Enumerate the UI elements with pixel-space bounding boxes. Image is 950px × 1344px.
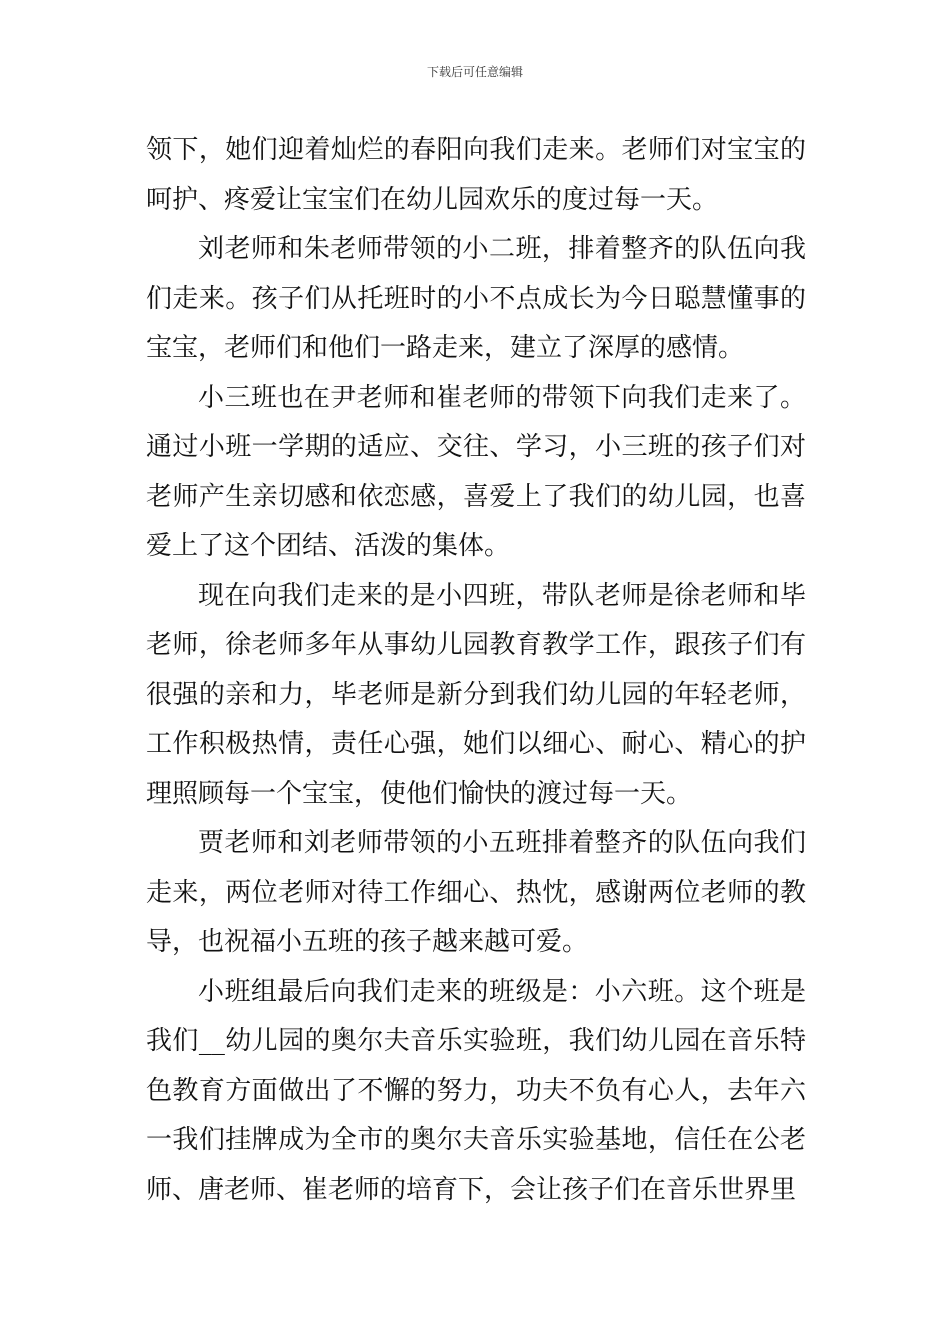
page-header: 下载后可任意编辑 [426, 65, 523, 79]
paragraph-class-2: 刘老师和朱老师带领的小二班，排着整齐的队伍向我们走来。孩子们从托班时的小不点成长为今日聪慧懂事的宝宝，老师们和他们一路走来，建立了深厚的感情。 [146, 234, 806, 363]
document-body [146, 126, 806, 1215]
paragraph-class-6: 小班组最后向我们走来的班级是：小六班。这个班是我们__幼儿园的奥尔夫音乐实验班，我们幼儿园在音乐特色教育方面做出了不懈的努力，功夫不负有心人，去年六一我们挂牌成为全市的奥尔夫音乐实验基地，信任在公老师、唐老师、崔老师的培育下，会让孩子们在音乐世界里 [146, 976, 806, 1205]
paragraph-class-5: 贾老师和刘老师带领的小五班排着整齐的队伍向我们走来，两位老师对待工作细心、热忱，感谢两位老师的教导，也祝福小五班的孩子越来越可爱。 [146, 828, 806, 957]
paragraph-continued: 领下，她们迎着灿烂的春阳向我们走来。老师们对宝宝的呵护、疼爱让宝宝们在幼儿园欢乐的度过每一天。 [146, 135, 806, 215]
paragraph-class-4: 现在向我们走来的是小四班，带队老师是徐老师和毕老师，徐老师多年从事幼儿园教育教学工作，跟孩子们有很强的亲和力，毕老师是新分到我们幼儿园的年轻老师，工作积极热情，责任心强，她们以细心、耐心、精心的护理照顾每一个宝宝，使他们愉快的渡过每一天。 [146, 580, 806, 809]
paragraph-class-3: 小三班也在尹老师和崔老师的带领下向我们走来了。通过小班一学期的适应、交往、学习，小三班的孩子们对老师产生亲切感和依恋感，喜爱上了我们的幼儿园，也喜爱上了这个团结、活泼的集体。 [146, 382, 806, 561]
